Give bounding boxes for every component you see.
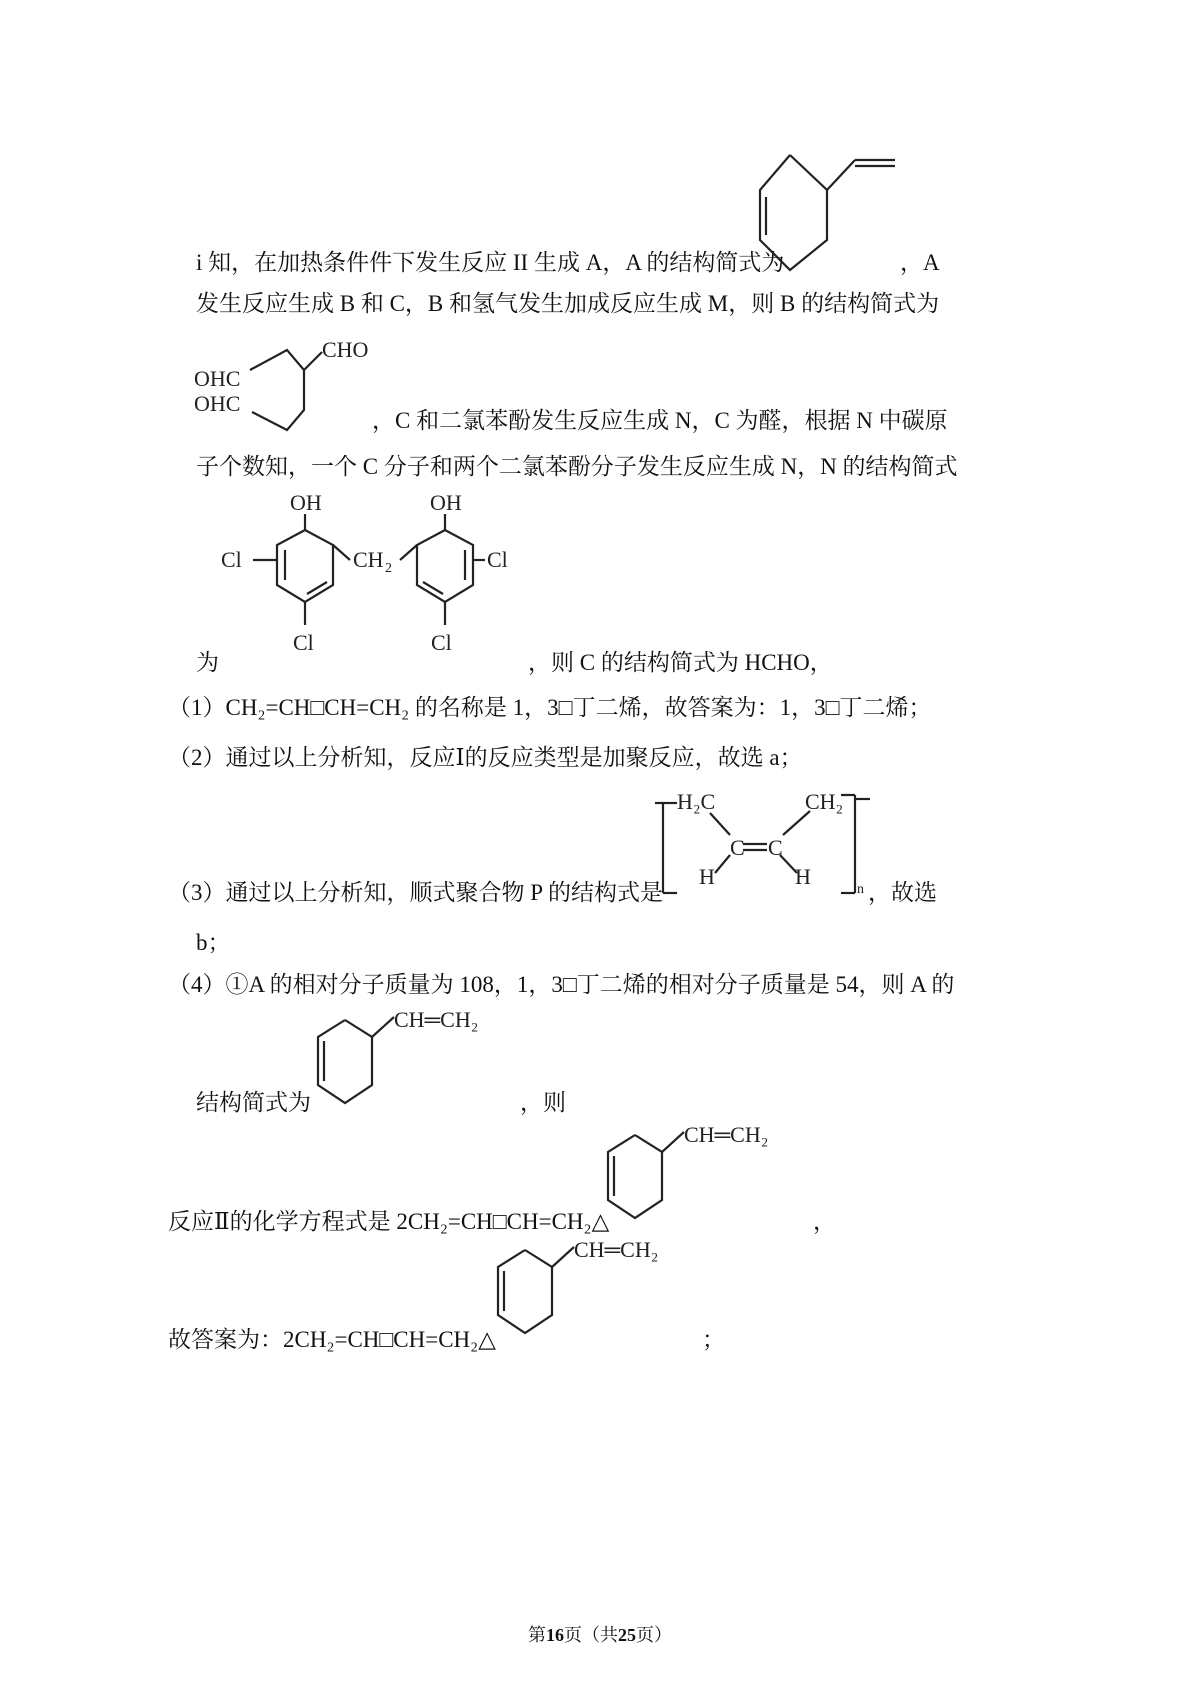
structure-n-ch2-subscript: 2	[385, 561, 392, 576]
structure-n-cl-right: Cl	[487, 547, 508, 572]
structure-b-ohc-label-1: OHC	[194, 366, 241, 391]
equation-2-semicolon: ；	[702, 1327, 725, 1352]
answer-4b: 结构简式为	[196, 1090, 311, 1115]
structure-p-h-left: H	[699, 864, 715, 889]
structure-p-n: n	[857, 882, 864, 897]
structure-a-equation-1	[600, 1120, 820, 1230]
text-line-5a: 为	[196, 650, 219, 675]
footer-mid: 页（共	[564, 1625, 618, 1645]
structure-p-h2c: H₂C	[677, 789, 716, 814]
text-line-2: 发生反应生成 B 和 C，B 和氢气发生加成反应生成 M，则 B 的结构简式为	[196, 291, 940, 316]
footer-prefix: 第	[528, 1625, 546, 1645]
structure-a-answer	[310, 1005, 530, 1115]
structure-n	[215, 490, 525, 670]
structure-b	[192, 330, 392, 435]
answer-1: （1）CH₂=CH□CH=CH₂ 的名称是 1，3□丁二烯，故答案为：1，3□丁二烯；	[168, 695, 932, 720]
structure-a-top	[750, 145, 910, 275]
structure-a-answer-vinyl: CH═CH₂	[394, 1007, 479, 1032]
structure-p-c-left: C	[730, 835, 745, 860]
answer-4c: ，则	[520, 1090, 566, 1115]
structure-a-equation-1-vinyl: CH═CH₂	[684, 1122, 769, 1147]
text-line-5b: ，则 C 的结构简式为 HCHO，	[528, 650, 833, 675]
footer-page-number: 16	[546, 1625, 564, 1645]
footer-suffix: 页）	[636, 1625, 672, 1645]
structure-p-h-right: H	[795, 864, 811, 889]
structure-p-ch2: CH₂	[805, 789, 844, 814]
text-line-1b: ，A	[900, 250, 940, 275]
structure-p	[655, 783, 895, 903]
structure-n-cl-bottom-left: Cl	[293, 630, 314, 655]
structure-n-cl-bottom-right: Cl	[431, 630, 452, 655]
text-line-3: ，C 和二氯苯酚发生反应生成 N，C 为醛，根据 N 中碳原	[372, 408, 948, 433]
structure-b-ohc-label-2: OHC	[194, 391, 241, 416]
answer-3b: ，故选	[868, 880, 937, 905]
answer-4a: （4）①A 的相对分子质量为 108，1，3□丁二烯的相对分子质量是 54，则 A 的	[168, 972, 955, 997]
footer-total-pages: 25	[618, 1625, 636, 1645]
equation-1-text: 反应Ⅱ的化学方程式是 2CH₂=CH□CH=CH₂	[168, 1209, 592, 1234]
heat-symbol-2: △	[478, 1327, 496, 1352]
heat-symbol-1: △	[591, 1209, 610, 1234]
structure-n-cl-left: Cl	[221, 547, 242, 572]
answer-3c: b；	[196, 930, 231, 955]
answer-3a: （3）通过以上分析知，顺式聚合物 P 的结构式是	[168, 880, 663, 905]
page-footer	[0, 1621, 1200, 1647]
answer-2: （2）通过以上分析知，反应Ⅰ的反应类型是加聚反应，故选 a；	[168, 745, 803, 770]
text-line-1a: i 知，在加热条件件下发生反应 II 生成 A，A 的结构简式为	[196, 250, 785, 275]
structure-n-oh-left: OH	[290, 490, 322, 515]
equation-2-text: 故答案为：2CH₂=CH□CH=CH₂	[168, 1327, 479, 1352]
structure-a-equation-2	[490, 1235, 710, 1345]
structure-a-equation-2-vinyl: CH═CH₂	[574, 1237, 659, 1262]
equation-1	[168, 1207, 609, 1237]
equation-1-comma: ，	[813, 1209, 836, 1234]
structure-n-ch2-label: CH	[353, 547, 384, 572]
structure-n-oh-right: OH	[430, 490, 462, 515]
structure-b-cho-label: CHO	[322, 337, 369, 362]
text-line-4: 子个数知，一个 C 分子和两个二氯苯酚分子发生反应生成 N，N 的结构简式	[196, 454, 958, 479]
structure-p-c-right: C	[768, 835, 783, 860]
equation-2	[168, 1325, 496, 1355]
